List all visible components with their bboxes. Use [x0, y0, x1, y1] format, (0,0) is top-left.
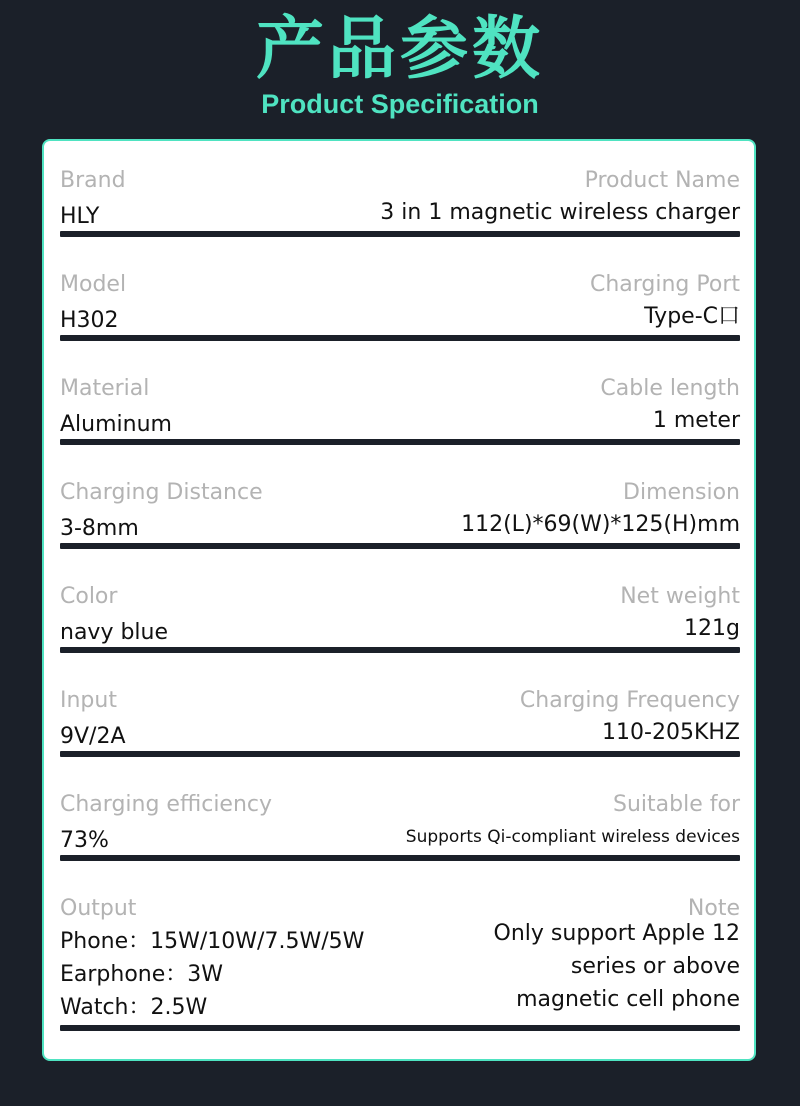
cable-length-label: Cable length [600, 376, 740, 401]
row-divider [60, 335, 740, 341]
cable-length-value: 1 meter [652, 408, 740, 433]
charging-frequency-value: 110-205KHZ [602, 720, 740, 745]
input-value: 9V/2A [60, 724, 126, 749]
material-value: Aluminum [60, 412, 172, 437]
note-line-3: magnetic cell phone [516, 987, 740, 1012]
note-line-1: Only support Apple 12 [493, 921, 740, 946]
page-title-chinese: 产品参数 [255, 10, 544, 89]
brand-label: Brand [60, 168, 126, 193]
row-divider [60, 543, 740, 549]
charging-distance-value: 3-8mm [60, 516, 139, 541]
page-title-english: Product Specification [261, 89, 539, 119]
suitable-for-label: Suitable for [613, 792, 740, 817]
charging-port-value: Type-C口 [644, 304, 740, 329]
output-label: Output [60, 896, 137, 921]
charging-frequency-label: Charging Frequency [519, 688, 740, 713]
net-weight-value: 121g [684, 616, 740, 641]
charging-efficiency-value: 73% [60, 828, 109, 853]
spec-card [42, 139, 756, 1061]
model-label: Model [60, 272, 127, 297]
row-divider [60, 855, 740, 861]
spec-row-distance [60, 479, 740, 551]
brand-value: HLY [60, 204, 100, 229]
row-divider [60, 439, 740, 445]
row-divider [60, 647, 740, 653]
model-value: H302 [60, 308, 119, 333]
row-divider [60, 751, 740, 757]
charging-efficiency-label: Charging efficiency [60, 792, 273, 817]
header [0, 0, 800, 130]
row-divider [60, 231, 740, 237]
spec-row-input [60, 687, 740, 759]
output-phone: Phone：15W/10W/7.5W/5W [60, 929, 365, 954]
product-name-label: Product Name [584, 168, 740, 193]
material-label: Material [60, 376, 150, 401]
note-line-2: series or above [570, 954, 740, 979]
output-earphone: Earphone：3W [60, 962, 224, 987]
spec-row-output [60, 895, 740, 1035]
input-label: Input [60, 688, 117, 713]
color-value: navy blue [60, 620, 169, 645]
suitable-for-value: Supports Qi-compliant wireless devices [405, 827, 740, 847]
color-label: Color [60, 584, 118, 609]
charging-distance-label: Charging Distance [60, 480, 263, 505]
spec-row-brand [60, 167, 740, 239]
spec-row-material [60, 375, 740, 447]
spec-row-color [60, 583, 740, 655]
dimension-value: 112(L)*69(W)*125(H)mm [461, 512, 740, 537]
output-watch: Watch：2.5W [60, 995, 208, 1020]
product-name-value: 3 in 1 magnetic wireless charger [380, 200, 740, 225]
dimension-label: Dimension [623, 480, 740, 505]
spec-row-efficiency [60, 791, 740, 863]
net-weight-label: Net weight [620, 584, 740, 609]
charging-port-label: Charging Port [589, 272, 740, 297]
note-label: Note [687, 896, 740, 921]
spec-row-model [60, 271, 740, 343]
row-divider [60, 1025, 740, 1031]
